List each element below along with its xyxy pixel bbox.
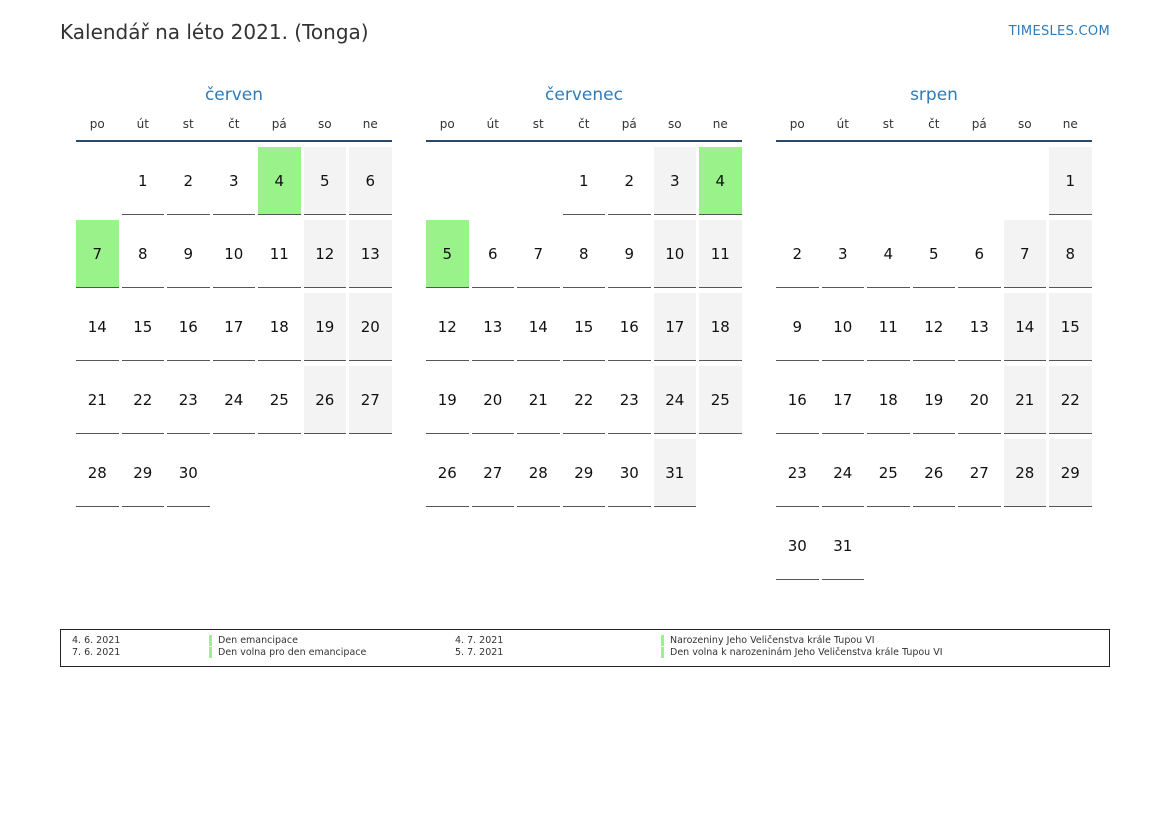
day-cell: 16 [776, 366, 819, 434]
day-cell: 2 [608, 147, 651, 215]
day-cell: 28 [1004, 439, 1047, 507]
day-cell: 23 [608, 366, 651, 434]
day-cell: 30 [776, 512, 819, 580]
day-cell: 18 [258, 293, 301, 361]
day-cell: 25 [867, 439, 910, 507]
holiday-day-cell: 4 [258, 147, 301, 215]
day-cell: 20 [958, 366, 1001, 434]
day-cell: 7 [1004, 220, 1047, 288]
day-cell: 9 [167, 220, 210, 288]
weekday-label: út [486, 117, 499, 131]
legend-holiday-name: Den volna pro den emancipace [209, 647, 366, 658]
month-august [776, 84, 1092, 580]
day-cell: 6 [349, 147, 392, 215]
day-cell: 9 [608, 220, 651, 288]
day-cell: 15 [563, 293, 606, 361]
weekday-label: st [182, 117, 194, 131]
day-cell: 10 [822, 293, 865, 361]
day-cell: 21 [76, 366, 119, 434]
day-cell: 8 [1049, 220, 1092, 288]
day-cell: 8 [563, 220, 606, 288]
day-cell: 12 [304, 220, 347, 288]
day-cell: 6 [958, 220, 1001, 288]
day-cell: 24 [822, 439, 865, 507]
weekday-label: pá [621, 117, 637, 131]
month-june [76, 84, 392, 507]
empty-cell [958, 147, 1001, 215]
day-cell: 22 [1049, 366, 1092, 434]
day-cell: 19 [426, 366, 469, 434]
weekday-label: čt [228, 117, 240, 131]
day-cell: 20 [349, 293, 392, 361]
empty-cell [822, 147, 865, 215]
legend-date: 7. 6. 2021 [72, 647, 121, 658]
day-cell: 24 [213, 366, 256, 434]
day-grid [76, 147, 392, 507]
weekday-label: so [667, 117, 682, 131]
legend-holiday-name: Den volna k narozeninám Jeho Veličenstva krále Tupou VI [661, 647, 943, 658]
holiday-day-cell: 5 [426, 220, 469, 288]
day-cell: 29 [563, 439, 606, 507]
weekday-label: ne [712, 117, 728, 131]
day-cell: 26 [426, 439, 469, 507]
day-cell: 15 [1049, 293, 1092, 361]
day-cell: 12 [426, 293, 469, 361]
day-cell: 11 [699, 220, 742, 288]
day-cell: 1 [1049, 147, 1092, 215]
day-cell: 22 [563, 366, 606, 434]
weekday-label: pá [271, 117, 287, 131]
empty-cell [776, 147, 819, 215]
weekday-label: so [1017, 117, 1032, 131]
day-cell: 28 [76, 439, 119, 507]
day-cell: 15 [122, 293, 165, 361]
day-cell: 1 [563, 147, 606, 215]
day-cell: 13 [349, 220, 392, 288]
month-name: srpen [910, 85, 958, 105]
day-cell: 23 [167, 366, 210, 434]
weekday-label: ne [1062, 117, 1078, 131]
day-cell: 19 [304, 293, 347, 361]
weekday-label: pá [971, 117, 987, 131]
weekday-label: út [836, 117, 849, 131]
day-cell: 31 [654, 439, 697, 507]
day-grid [776, 147, 1092, 580]
day-cell: 26 [913, 439, 956, 507]
day-cell: 13 [472, 293, 515, 361]
holiday-day-cell: 7 [76, 220, 119, 288]
day-cell: 24 [654, 366, 697, 434]
empty-cell [76, 147, 119, 215]
empty-cell [517, 147, 560, 215]
day-cell: 3 [822, 220, 865, 288]
day-cell: 16 [167, 293, 210, 361]
day-cell: 21 [517, 366, 560, 434]
weekday-label: so [317, 117, 332, 131]
holiday-legend [60, 629, 1110, 667]
day-cell: 20 [472, 366, 515, 434]
day-cell: 18 [699, 293, 742, 361]
brand-link[interactable]: TIMESLES.COM [1008, 24, 1110, 39]
day-cell: 25 [258, 366, 301, 434]
day-cell: 13 [958, 293, 1001, 361]
day-cell: 11 [867, 293, 910, 361]
day-cell: 16 [608, 293, 651, 361]
weekday-label: ne [362, 117, 378, 131]
legend-holiday-name: Den emancipace [209, 635, 298, 646]
weekday-label: po [439, 117, 455, 131]
day-cell: 17 [213, 293, 256, 361]
day-cell: 30 [608, 439, 651, 507]
day-cell: 14 [76, 293, 119, 361]
legend-row [61, 635, 1109, 647]
day-cell: 8 [122, 220, 165, 288]
legend-row [61, 647, 1109, 659]
day-cell: 31 [822, 512, 865, 580]
day-cell: 10 [654, 220, 697, 288]
day-cell: 14 [517, 293, 560, 361]
day-cell: 27 [958, 439, 1001, 507]
weekday-label: st [882, 117, 894, 131]
legend-date: 5. 7. 2021 [455, 647, 504, 658]
day-cell: 17 [654, 293, 697, 361]
day-cell: 29 [122, 439, 165, 507]
weekday-label: út [136, 117, 149, 131]
weekday-header [426, 108, 742, 142]
month-july [426, 84, 742, 507]
weekday-header [776, 108, 1092, 142]
day-cell: 1 [122, 147, 165, 215]
day-cell: 25 [699, 366, 742, 434]
day-cell: 26 [304, 366, 347, 434]
day-cell: 6 [472, 220, 515, 288]
day-cell: 23 [776, 439, 819, 507]
day-cell: 27 [349, 366, 392, 434]
weekday-label: po [89, 117, 105, 131]
day-cell: 11 [258, 220, 301, 288]
day-cell: 2 [776, 220, 819, 288]
day-cell: 19 [913, 366, 956, 434]
empty-cell [426, 147, 469, 215]
legend-date: 4. 7. 2021 [455, 635, 504, 646]
day-grid [426, 147, 742, 507]
day-cell: 9 [776, 293, 819, 361]
page-title: Kalendář na léto 2021. (Tonga) [60, 20, 369, 44]
day-cell: 21 [1004, 366, 1047, 434]
weekday-header [76, 108, 392, 142]
weekday-label: st [532, 117, 544, 131]
day-cell: 3 [213, 147, 256, 215]
day-cell: 22 [122, 366, 165, 434]
weekday-label: čt [928, 117, 940, 131]
day-cell: 28 [517, 439, 560, 507]
day-cell: 27 [472, 439, 515, 507]
legend-date: 4. 6. 2021 [72, 635, 121, 646]
empty-cell [867, 147, 910, 215]
day-cell: 30 [167, 439, 210, 507]
day-cell: 5 [913, 220, 956, 288]
day-cell: 12 [913, 293, 956, 361]
day-cell: 5 [304, 147, 347, 215]
day-cell: 3 [654, 147, 697, 215]
month-name: červenec [545, 85, 623, 105]
legend-holiday-name: Narozeniny Jeho Veličenstva krále Tupou VI [661, 635, 875, 646]
weekday-label: po [789, 117, 805, 131]
day-cell: 14 [1004, 293, 1047, 361]
day-cell: 2 [167, 147, 210, 215]
holiday-day-cell: 4 [699, 147, 742, 215]
day-cell: 18 [867, 366, 910, 434]
day-cell: 4 [867, 220, 910, 288]
empty-cell [1004, 147, 1047, 215]
day-cell: 7 [517, 220, 560, 288]
day-cell: 10 [213, 220, 256, 288]
weekday-label: čt [578, 117, 590, 131]
day-cell: 17 [822, 366, 865, 434]
day-cell: 29 [1049, 439, 1092, 507]
empty-cell [472, 147, 515, 215]
month-name: červen [204, 85, 264, 105]
empty-cell [913, 147, 956, 215]
